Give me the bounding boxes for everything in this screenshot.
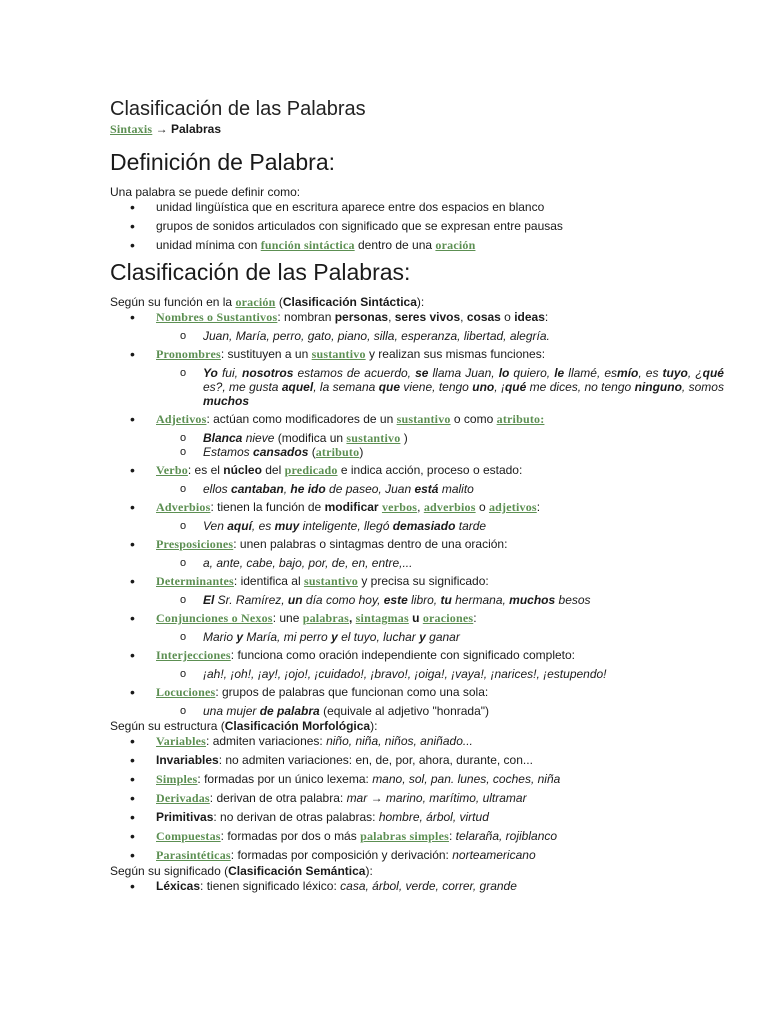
breadcrumb-current: Palabras — [170, 122, 222, 136]
breadcrumb-separator: → — [152, 122, 171, 136]
list-item-lexicas: • Léxicas: tienen significado léxico: casa, árbol, verde, correr, grande — [110, 879, 724, 894]
example-item: o Estamos cansados (atributo) — [156, 445, 724, 459]
link-oracion[interactable]: oración — [235, 295, 276, 309]
link-interjecciones[interactable]: Interjecciones — [156, 648, 231, 662]
sintactica-list — [110, 310, 724, 718]
link-sustantivo[interactable]: sustantivo — [311, 347, 366, 361]
link-preposiciones[interactable]: Presposiciones — [156, 537, 234, 551]
example-item: o Mario y María, mi perro y el tuyo, luchar y ganar — [156, 630, 724, 644]
link-simples[interactable]: Simples — [156, 772, 198, 786]
example-item: o una mujer de palabra (equivale al adjetivo "honrada") — [156, 704, 724, 718]
list-item-locuciones: • Locuciones: grupos de palabras que funcionan como una sola: o una mujer de palabra (equivale al adjetivo "honrada") — [110, 685, 724, 718]
item-text: dentro de una — [354, 238, 436, 252]
morfologica-list — [110, 734, 724, 863]
list-item-adverbios: • Adverbios: tienen la función de modificar verbos, adverbios o adjetivos: o Ven aquí, es muy inteligente, llegó demasiado tarde — [110, 500, 724, 533]
link-palabras-simples[interactable]: palabras simples — [360, 829, 449, 843]
link-adjetivos[interactable]: Adjetivos — [156, 412, 207, 426]
list-item-primitivas: • Primitivas: no derivan de otras palabras: hombre, árbol, virtud — [110, 810, 724, 825]
list-item-determinantes: • Determinantes: identifica al sustantivo y precisa su significado: o El Sr. Ramírez, un día como hoy, este libro, tu hermana, muchos besos — [110, 574, 724, 607]
example-item: o El Sr. Ramírez, un día como hoy, este libro, tu hermana, muchos besos — [156, 593, 724, 607]
list-item-invariables: • Invariables: no admiten variaciones: en, de, por, ahora, durante, con... — [110, 753, 724, 768]
semantica-intro: Según su significado (Clasificación Semántica): — [110, 864, 373, 878]
example-item: o Blanca nieve (modifica un sustantivo ) — [156, 431, 724, 445]
link-atributo[interactable]: atributo: — [496, 412, 545, 426]
list-item — [110, 238, 724, 253]
list-item-compuestas: • Compuestas: formadas por dos o más palabras simples: telaraña, rojiblanco — [110, 829, 724, 844]
definition-intro: Una palabra se puede definir como: — [110, 185, 301, 199]
link-adverbios[interactable]: Adverbios — [156, 500, 211, 514]
link-sustantivos[interactable]: Nombres o Sustantivos — [156, 310, 278, 324]
example-item: o Juan, María, perro, gato, piano, silla, esperanza, libertad, alegría. — [156, 329, 724, 343]
link-sustantivo[interactable]: sustantivo — [303, 574, 358, 588]
document-page — [110, 96, 724, 898]
list-item-parasinteticas: • Parasintéticas: formadas por composición y derivación: norteamericano — [110, 848, 724, 863]
breadcrumb-link-sintaxis[interactable]: Sintaxis — [110, 122, 153, 136]
link-parasinteticas[interactable]: Parasintéticas — [156, 848, 231, 862]
list-item-pronombres: • Pronombres: sustituyen a un sustantivo y realizan sus mismas funciones: o Yo fui, nosotros estamos de acuerdo, se llama Juan, lo quiero, le llamé, esmío, es tuyo, ¿qué es?, me gusta aquel, la semana que viene, tengo uno, ¡qué me dices, no tengo ninguno, somos muchos — [110, 347, 724, 408]
list-item-verbo: • Verbo: es el núcleo del predicado e indica acción, proceso o estado: o ellos cantaban, he ido de paseo, Juan está malito — [110, 463, 724, 496]
list-item — [110, 219, 724, 234]
link-atributo[interactable]: atributo — [315, 445, 360, 459]
link-sustantivo[interactable]: sustantivo — [396, 412, 451, 426]
link-funcion-sintactica[interactable]: función sintáctica — [260, 238, 355, 252]
link-oraciones[interactable]: oraciones — [422, 611, 474, 625]
semantica-list — [110, 879, 724, 894]
link-determinantes[interactable]: Determinantes — [156, 574, 234, 588]
page-title: Clasificación de las Palabras — [110, 98, 366, 120]
link-verbos[interactable]: verbos — [381, 500, 418, 514]
morfologica-intro: Según su estructura (Clasificación Morfológica): — [110, 719, 378, 733]
list-item — [110, 200, 724, 215]
example-item: o a, ante, cabe, bajo, por, de, en, entre,... — [156, 556, 724, 570]
link-variables[interactable]: Variables — [156, 734, 207, 748]
list-item-simples: • Simples: formadas por un único lexema: mano, sol, pan. lunes, coches, niña — [110, 772, 724, 787]
link-pronombres[interactable]: Pronombres — [156, 347, 221, 361]
link-predicado[interactable]: predicado — [284, 463, 338, 477]
definition-heading: Definición de Palabra: — [110, 149, 336, 175]
list-item-variables: • Variables: admiten variaciones: niño, niña, niños, aniñado... — [110, 734, 724, 749]
list-item-adjetivos: • Adjetivos: actúan como modificadores de un sustantivo o como atributo: o Blanca nieve (modifica un sustantivo ) o Estamos cansados (atributo) — [110, 412, 724, 459]
link-sintagmas[interactable]: sintagmas — [355, 611, 409, 625]
link-adjetivos-2[interactable]: adjetivos — [488, 500, 537, 514]
item-text: unidad mínima con — [156, 238, 261, 252]
link-adverbios-2[interactable]: adverbios — [423, 500, 476, 514]
link-conjunciones[interactable]: Conjunciones o Nexos — [156, 611, 273, 625]
link-sustantivo[interactable]: sustantivo — [346, 431, 401, 445]
example-item: o ellos cantaban, he ido de paseo, Juan está malito — [156, 482, 724, 496]
example-item: o ¡ah!, ¡oh!, ¡ay!, ¡ojo!, ¡cuidado!, ¡bravo!, ¡oiga!, ¡vaya!, ¡narices!, ¡estupendo! — [156, 667, 724, 681]
link-locuciones[interactable]: Locuciones — [156, 685, 216, 699]
link-oracion[interactable]: oración — [435, 238, 476, 252]
item-text: unidad lingüística que en escritura aparece entre dos espacios en blanco — [156, 200, 545, 214]
classification-heading: Clasificación de las Palabras: — [110, 259, 411, 285]
list-item-preposiciones: • Presposiciones: unen palabras o sintagmas dentro de una oración: o a, ante, cabe, bajo, por, de, en, entre,... — [110, 537, 724, 570]
link-verbo[interactable]: Verbo — [156, 463, 188, 477]
list-item-conjunciones: • Conjunciones o Nexos: une palabras, sintagmas u oraciones: o Mario y María, mi perro y el tuyo, luchar y ganar — [110, 611, 724, 644]
link-derivadas[interactable]: Derivadas — [156, 791, 210, 805]
link-palabras[interactable]: palabras — [302, 611, 349, 625]
definition-list — [110, 200, 724, 253]
link-compuestas[interactable]: Compuestas — [156, 829, 221, 843]
breadcrumb — [110, 122, 724, 137]
sintactica-intro: Según su función en la oración (Clasificación Sintáctica): — [110, 295, 425, 309]
list-item-derivadas: • Derivadas: derivan de otra palabra: mar → marino, marítimo, ultramar — [110, 791, 724, 806]
list-item-sustantivos: • Nombres o Sustantivos: nombran personas, seres vivos, cosas o ideas: o Juan, María, perro, gato, piano, silla, esperanza, libertad, alegría. — [110, 310, 724, 343]
list-item-interjecciones: • Interjecciones: funciona como oración independiente con significado completo: o ¡ah!, ¡oh!, ¡ay!, ¡ojo!, ¡cuidado!, ¡bravo!, ¡oiga!, ¡vaya!, ¡narices!, ¡estupendo! — [110, 648, 724, 681]
example-item: o Yo fui, nosotros estamos de acuerdo, se llama Juan, lo quiero, le llamé, esmío, es tuyo, ¿qué es?, me gusta aquel, la semana que viene, tengo uno, ¡qué me dices, no tengo ninguno, somos muchos — [156, 366, 724, 408]
example-item: o Ven aquí, es muy inteligente, llegó demasiado tarde — [156, 519, 724, 533]
item-text: grupos de sonidos articulados con significado que se expresan entre pausas — [156, 219, 563, 233]
